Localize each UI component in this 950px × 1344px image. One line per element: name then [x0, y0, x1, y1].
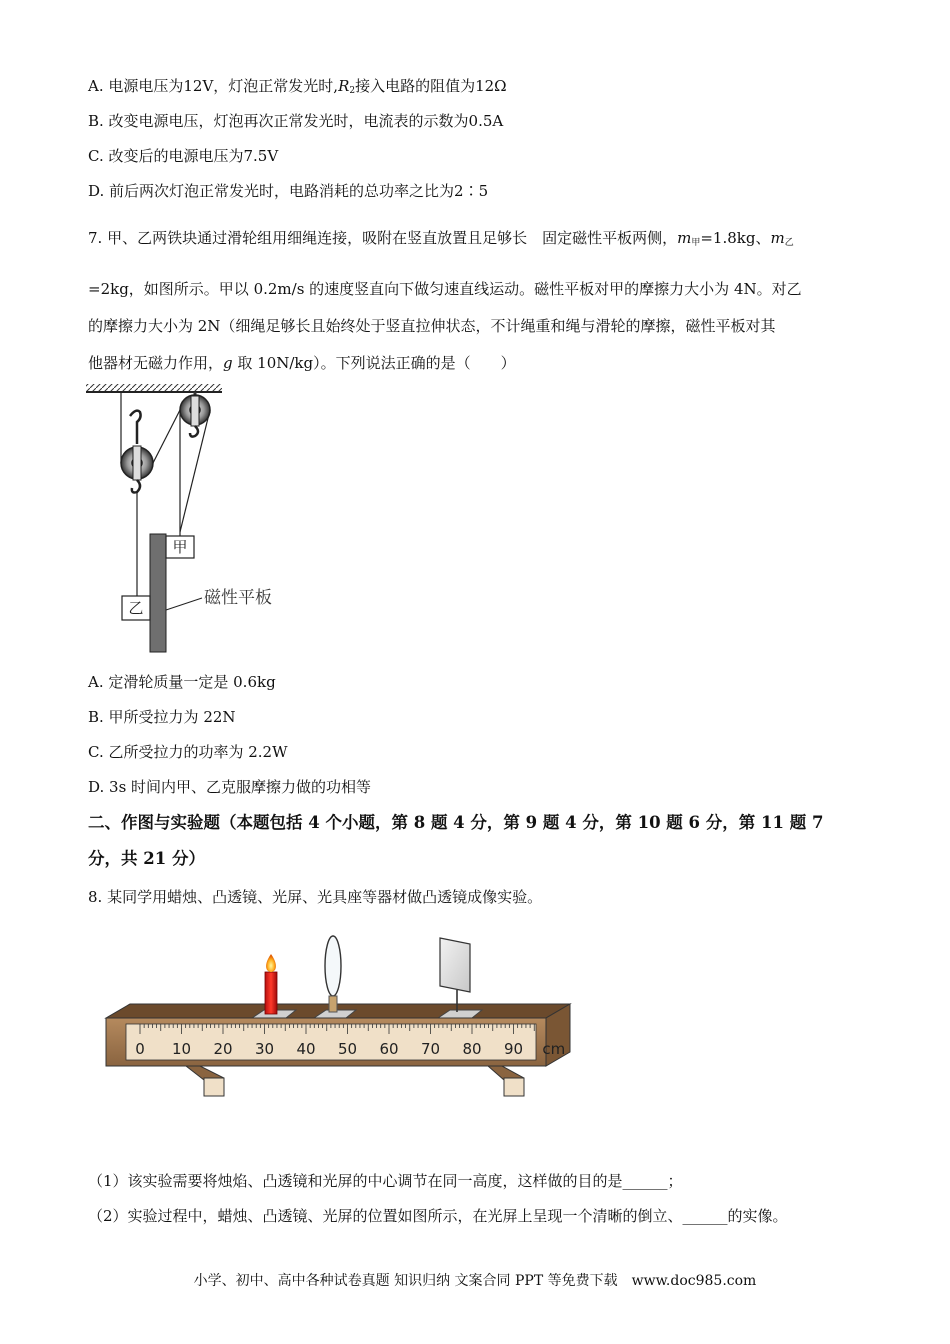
ruler-label: 20	[213, 1040, 233, 1058]
q7-stem-line2: =2kg，如图所示。甲以 0.2m/s 的速度竖直向下做匀速直线运动。磁性平板对甲的摩擦力大小为 4N。对乙	[88, 280, 802, 298]
q7-option-b: B. 甲所受拉力为 22N	[88, 708, 236, 726]
q6-option-d: D. 前后两次灯泡正常发光时，电路消耗的总功率之比为2∶5	[88, 182, 489, 200]
ruler-label: 60	[379, 1040, 399, 1058]
q8-sub2: （2）实验过程中，蜡烛、凸透镜、光屏的位置如图所示，在光屏上呈现一个清晰的倒立、______的实像。	[88, 1207, 788, 1225]
section2-heading-line2: 分，共 21 分）	[88, 849, 205, 868]
ruler-label: 70	[420, 1040, 441, 1058]
label-yi: 乙	[128, 599, 144, 617]
block-jia	[166, 536, 194, 558]
ruler-label: 40	[296, 1040, 316, 1058]
ruler-label: cm	[542, 1040, 566, 1058]
pulley-figure	[84, 382, 294, 654]
bench-legs	[186, 1066, 524, 1096]
movable-pulley	[121, 411, 153, 493]
q8-sub1: （1）该实验需要将烛焰、凸透镜和光屏的中心调节在同一高度，这样做的目的是______；	[88, 1172, 683, 1190]
q7-option-c: C. 乙所受拉力的功率为 2.2W	[88, 743, 288, 761]
ceiling	[86, 384, 222, 392]
optical-bench-figure	[100, 930, 580, 1100]
light-screen	[440, 938, 470, 1012]
candle	[265, 954, 277, 1014]
section2-heading-line1: 二、作图与实验题（本题包括 4 个小题，第 8 题 4 分，第 9 题 4 分，第 10 题 6 分，第 11 题 7	[88, 813, 824, 832]
q8-stem: 8. 某同学用蜡烛、凸透镜、光屏、光具座等器材做凸透镜成像实验。	[88, 888, 543, 906]
q7-stem-line3: 的摩擦力大小为 2N（细绳足够长且始终处于竖直拉伸状态，不计绳重和绳与滑轮的摩擦，磁性平板对其	[88, 317, 776, 335]
label-jia: 甲	[172, 538, 188, 556]
ruler-label: 10	[171, 1040, 192, 1058]
q7-option-a: A. 定滑轮质量一定是 0.6kg	[88, 673, 276, 691]
q6-option-c: C. 改变后的电源电压为7.5V	[88, 147, 279, 165]
q6-option-a: A. 电源电压为12V，灯泡正常发光时$,R_2$接入电路的阻值为12Ω	[88, 77, 507, 96]
label-magnetic-board: 磁性平板	[204, 588, 272, 608]
footer-text: 小学、初中、高中各种试卷真题 知识归纳 文案合同 PPT 等免费下载 www.doc985.com	[193, 1273, 757, 1289]
q6-option-b: B. 改变电源电压，灯泡再次正常发光时，电流表的示数为0.5A	[88, 112, 504, 130]
block-yi	[122, 596, 150, 620]
q7-stem-line4: 他器材无磁力作用，g 取 10N/kg）。下列说法正确的是（ ）	[88, 354, 516, 372]
ruler-label: 50	[337, 1040, 358, 1058]
ruler-label: 90	[503, 1040, 524, 1058]
ruler-label: 0	[135, 1040, 145, 1058]
convex-lens	[325, 936, 341, 1012]
q7-stem-line1: 7. 甲、乙两铁块通过滑轮组用细绳连接，吸附在竖直放置且足够长 固定磁性平板两侧，$m_甲=1.8kg$、$m_乙$	[88, 229, 794, 248]
ruler-label: 80	[462, 1040, 482, 1058]
magnetic-board	[150, 534, 166, 652]
ruler-label: 30	[254, 1040, 275, 1058]
q7-option-d: D. 3s 时间内甲、乙克服摩擦力做的功相等	[88, 778, 372, 796]
